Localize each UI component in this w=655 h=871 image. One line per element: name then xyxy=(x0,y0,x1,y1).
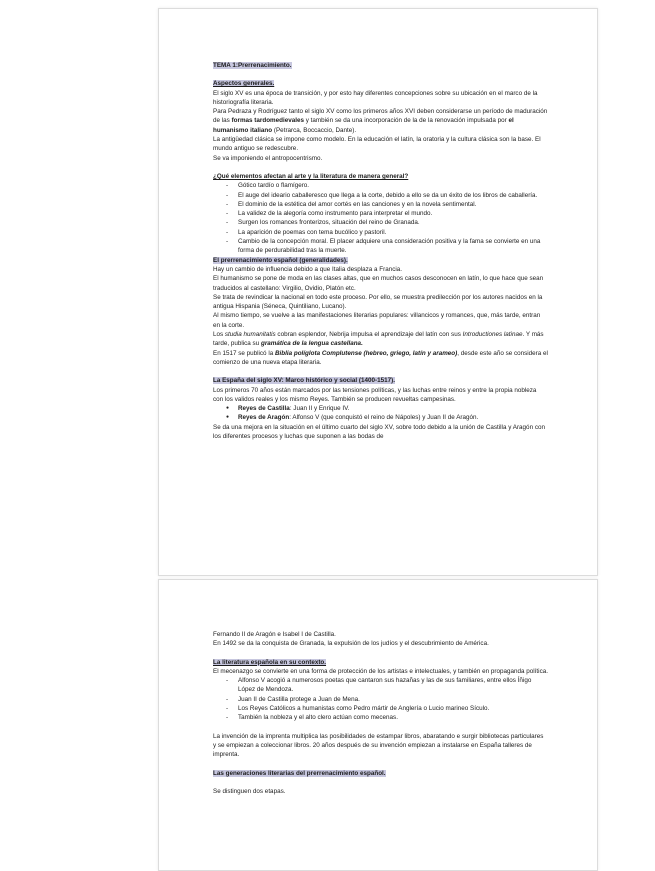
paragraph: El mecenazgo se convierte en una forma de protección de los artistas e intelectuales, y también en propaganda política. xyxy=(213,667,548,675)
list-item: - La validez de la alegoría como instrumento para interpretar el mundo. xyxy=(226,209,548,218)
section-heading-aspectos: Aspectos generales. xyxy=(213,80,275,88)
list-item: - Gótico tardío o flamígero. xyxy=(226,181,548,190)
section-heading-prerrenacimiento: El prerrenacimiento español (generalidades). xyxy=(213,256,348,264)
paragraph: El siglo XV es una época de transición, y por esto hay diferentes concepciones sobre su ubicación en el marco de la historiografía literaria. xyxy=(213,89,538,106)
section-heading-generaciones: Las generaciones literarias del prerrenacimiento español. xyxy=(213,769,386,777)
list-item: ● Reyes de Aragón: Alfonso V (que conquistó el reino de Nápoles) y Juan II de Aragón. xyxy=(226,413,548,422)
paragraph: Hay un cambio de influencia debido a que Italia desplaza a Francia. xyxy=(213,265,403,273)
kings-list xyxy=(213,404,548,423)
paragraph: Al mismo tiempo, se vuelve a las manifestaciones literarias populares: villancicos y romances, que, más tarde, entran en la corte. xyxy=(213,312,541,329)
paragraph: Se trata de revindicar la nacional en todo este proceso. Por ello, se muestra predilección por los autores nacidos en la antigua Hispania (Séneca, Quintiliano, Lucano). xyxy=(213,293,543,311)
document-title xyxy=(213,61,548,70)
page-2-content xyxy=(213,630,548,796)
paragraph: Los primeros 70 años están marcados por las tensiones políticas, y las luchas entre reinos y entre la propia nobleza con los validos reales y los mismo Reyes. También se producen revueltas campesinas. xyxy=(213,386,537,403)
list-item: - Juan II de Castilla protege a Juan de Mena. xyxy=(226,695,548,704)
section-heading-literatura: La literatura española en su contexto. xyxy=(213,658,327,666)
paragraph: Los studia humanitatis cobran esplendor, Nebrija impulsa el aprendizaje del latín con sus Introductiones latinae. Y más tarde, publica su gramática de la lengua castellana. xyxy=(213,331,544,348)
paragraph: La invención de la imprenta multiplica las posibilidades de estampar libros, abaratando e surgir bibliotecas particulares y se empiezan a coleccionar libros. 20 años después de su invención empiezan a instalarse en España talleres de imprenta. xyxy=(213,732,544,759)
title-text: TEMA 1:Prerrenacimiento. xyxy=(213,62,292,69)
paragraph: En 1492 se da la conquista de Granada, la expulsión de los judíos y el descubrimiento de América. xyxy=(213,640,489,648)
list-item: - El auge del ideario caballeresco que llega a la corte, debido a ello se da un éxito de los libros de caballería. xyxy=(226,191,548,200)
patronage-list xyxy=(213,676,548,722)
list-item: ● Reyes de Castilla: Juan II y Enrique IV. xyxy=(226,404,548,413)
section-heading-espana: La España del siglo XV: Marco histórico y social (1400-1517). xyxy=(213,377,395,385)
paragraph: El humanismo se pone de moda en las clases altas, que en muchos casos desconocen en latín, lo que hace que sean traducidos al castellano: Virgilio, Ovidio, Platón etc. xyxy=(213,275,544,292)
list-item: - Cambio de la concepción moral. El placer adquiere una consideración positiva y la fama se convierte en una forma de perdurabilidad tras la muerte. xyxy=(226,237,548,256)
page-1-content xyxy=(213,61,548,441)
list-item: - Surgen los romances fronterizos, situación del reino de Granada. xyxy=(226,218,548,227)
list-item: - La aparición de poemas con tema bucólico y pastoril. xyxy=(226,228,548,237)
list-item: - Los Reyes Católicos a humanistas como Pedro mártir de Anglería o Lucio marineo Sículo. xyxy=(226,704,548,713)
document-page-2 xyxy=(158,579,598,871)
paragraph: Fernando II de Aragón e Isabel I de Castilla. xyxy=(213,631,336,638)
paragraph: La antigüedad clásica se impone como modelo. En la educación el latín, la oratoria y la cultura clásica son la base. El mundo antiguo se redescubre. xyxy=(213,136,541,153)
list-item: - También la nobleza y el alto clero actúan como mecenas. xyxy=(226,713,548,722)
paragraph: Se distinguen dos etapas. xyxy=(213,787,286,795)
list-item: - Alfonso V acogió a numerosos poetas que cantaron sus hazañas y las de sus familiares, entre ellos Íñigo López de Mendoza. xyxy=(226,676,548,695)
paragraph: Se da una mejora en la situación en el último cuarto del siglo XV, sobre todo debido a la unión de Castilla y Aragón con los diferentes procesos y luchas que suponen a las bodas de xyxy=(213,423,545,440)
paragraph: Para Pedraza y Rodríguez tanto el siglo XV como los primeros años XVI deben considerarse un período de maduración de las formas tardomedievales y también se da una incorporación de la de la renovación impulsada por el humanismo italiano (Petrarca, Boccaccio, Dante). xyxy=(213,108,548,134)
paragraph: En 1517 se publicó la Biblia políglota Complutense (hebreo, griego, latín y arameo), desde este año se considera el comienzo de una nueva etapa literaria. xyxy=(213,349,548,366)
elements-list xyxy=(213,181,548,255)
section-heading-elementos: ¿Qué elementos afectan al arte y la literatura de manera general? xyxy=(213,172,409,180)
paragraph: Se va imponiendo el antropocentrismo. xyxy=(213,154,323,162)
list-item: - El dominio de la estética del amor cortés en las canciones y en la novela sentimental. xyxy=(226,200,548,209)
document-page-1 xyxy=(158,8,598,576)
